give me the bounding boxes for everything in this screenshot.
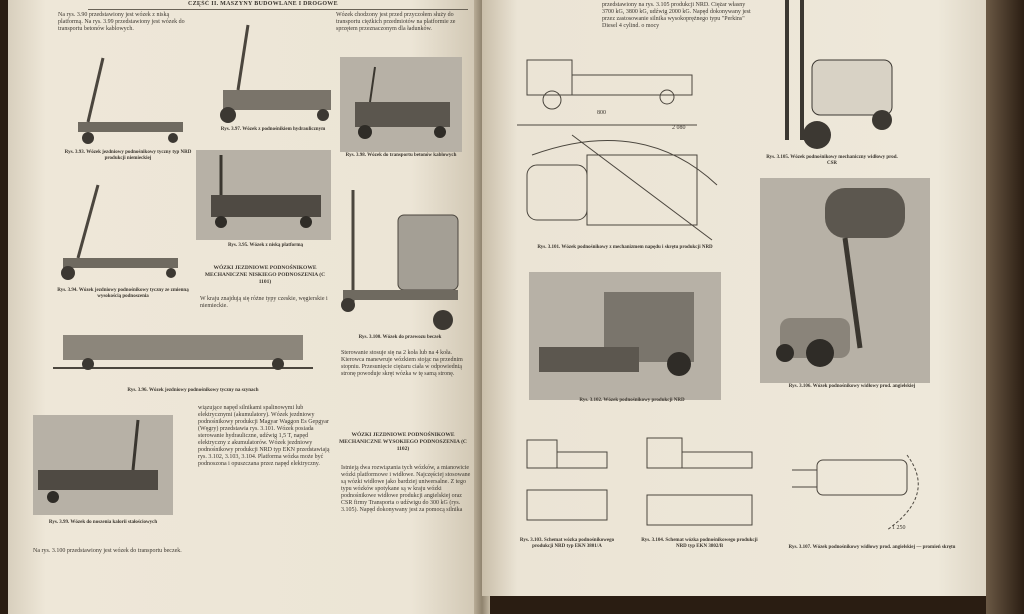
schematic-truck-side [507, 35, 707, 135]
photo-low-platform [196, 150, 331, 240]
caption-fig-7: Rys. 3.96. Wózek jezdniowy podnośnikowy tyczny na szynach [127, 388, 259, 393]
figure-forklift-csr [762, 0, 902, 165]
caption-r5: Rys. 3.103. Schemat wózka podnośnikowego produkcji NRD typ EKN 3801/A [519, 538, 615, 549]
left-page [8, 0, 482, 614]
schematic-ekn-a [517, 430, 617, 535]
caption-r1: Rys. 3.101. Wózek podnośnikowy z mechanizmem napędu i skrętu produkcji NRD [537, 245, 713, 250]
right-page [482, 0, 988, 596]
caption-r2: Rys. 3.105. Wózek podnośnikowy mechaniczny widłowy prod. CSR [766, 155, 898, 166]
caption-fig-6: Rys. 3.100. Wózek do przewozu beczek [358, 335, 442, 340]
figure-barrel-trolley [333, 185, 468, 335]
section-title-low-lift: WÓZKI JEZDNIOWE PODNOŚNIKOWE MECHANICZNE NISKIEGO PODNOSZENIA (C 1101) [204, 265, 326, 285]
caption-r4: Rys. 3.106. Wózek podnośnikowy widłowy prod. angielskiej [788, 384, 916, 389]
caption-r3: Rys. 3.102. Wózek podnośnikowy produkcji NRD [579, 398, 685, 403]
caption-fig-8: Rys. 3.99. Wózek do noszenia kalorii stałościowych [48, 520, 158, 525]
header-rule [88, 9, 468, 10]
section-title-high-lift: WÓZKI JEZDNIOWE PODNOŚNIKOWE MECHANICZNE WYSOKIEGO PODNOSZENIA (C 1102) [339, 432, 467, 452]
text-top-right-page: przedstawiony na rys. 3.105 produkcji NRD. Ciężar własny 3700 kG, 3800 kG, udźwig 2000 kG. Napęd dokonywany jest przez zastosowanie silnika wysokoprężnego typu "Perkins" Diesel 4 cylind. o mocy [602, 2, 751, 29]
caption-fig-3: Rys. 3.98. Wózek do transportu betonów kablowych [345, 153, 457, 158]
schematic-ekn-b [637, 430, 762, 535]
dim-5: 1 250 [892, 525, 906, 531]
dim-4: 2 080 [672, 125, 686, 131]
text-bottom-a: wiązujące napęd silnikami spalinowymi lub elektrycznymi (akumulatory). Wózek jezdniowy podnośnikowy produkcji Magyar Waggon Es Gepgyar (Węgry) przedstawia rys. 3.101. Wózek posiada sterowanie hydrauliczne, udźwig 1,5 T, napęd elektryczny z akumulatorów. Wózek jezdniowy podnośnikowy produkcji NRD typ EKN przedstawiają rys. 3.102, 3.103, 3.104. Platforma wózka może być podnoszona i opuszczana przez napęd elektryczny. [198, 405, 330, 467]
figure-trolley-1 [63, 50, 193, 150]
figure-rail-trolley [48, 320, 318, 380]
photo-cable-trolley [340, 57, 462, 152]
caption-r7: Rys. 3.107. Wózek podnośnikowy widłowy prod. angielskiej — promień skrętu [788, 545, 956, 550]
photo-carrying-trolley [33, 415, 173, 515]
running-title: CZĘŚĆ II. MASZYNY BUDOWLANE I DROGOWE [188, 1, 338, 7]
caption-fig-2: Rys. 3.97. Wózek z podnośnikiem hydraulicznym [220, 127, 326, 132]
text-bottom-b: Istnieją dwa rozwiązania tych wózków, a mianowicie wózki platformowe i widłowe. Najczęściej stosowane są wózki widłowe jako bardziej uniwersalne. Z tego typu wózków spotykane są w kraju wózki podnośnikowe widłowe produkcji angielskiej oraz CSR firmy Transporta o udźwigu do 300 kG (rys. 3.105). Napęd dokonywany jest za pomocą silnika [341, 465, 471, 513]
text-top-left: Na rys. 3.90 przedstawiony jest wózek z niską platformą. Na rys. 3.99 przedstawiony jest wózek do transportu betonów kablowych. [58, 12, 185, 32]
figure-trolley-variable [53, 180, 188, 285]
text-mid-2: Sterowanie stosuje się na 2 koła lub na 4 koła. Kierowca manewruje wózkiem stojąc na przednim stopniu. Przesunięcie ciężaru ciała w odpowiednią stronę powoduje skręt wózka w tę samą stronę. [341, 350, 463, 377]
schematic-turning-radius [787, 445, 947, 535]
text-mid: W kraju znajdują się różne typy czeskie, węgierskie i niemieckie. [200, 296, 328, 309]
caption-fig-5: Rys. 3.94. Wózek jezdniowy podnośnikowy tyczny ze zmienną wysokością podnoszenia [57, 288, 189, 299]
caption-r6: Rys. 3.104. Schemat wózka podnośnikowego produkcji NRD typ EKN 3802/B [641, 538, 758, 549]
book-edge-background [986, 0, 1024, 614]
photo-truck-nrd [529, 272, 721, 400]
schematic-truck-top [512, 125, 722, 245]
text-top-right: Wózek chodzony jest przed przyczołem służy do transportu ciężkich przedmiotów na platformie ze sprzętem przeznaczonym dla ładunków. [336, 12, 456, 32]
caption-fig-4: Rys. 3.95. Wózek z niską platformą [227, 243, 303, 248]
dim-1: 800 [597, 110, 606, 116]
text-footer: Na rys. 3.100 przedstawiony jest wózek do transportu beczek. [33, 548, 182, 554]
caption-fig-1: Rys. 3.93. Wózek jezdniowy podnośnikowy tyczny typ NRD produkcji niemieckiej [64, 150, 192, 161]
figure-hydraulic-trolley [208, 20, 338, 130]
photo-forklift-english [760, 178, 930, 383]
